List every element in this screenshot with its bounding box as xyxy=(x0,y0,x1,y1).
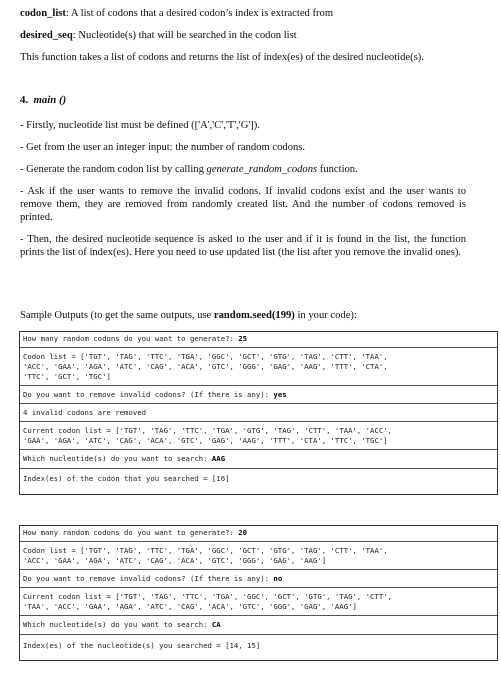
prompt-text: Which nucleotide(s) do you want to search: xyxy=(23,454,212,463)
prompt-line xyxy=(23,574,493,584)
sample-output-1 xyxy=(19,331,498,495)
output-line: 'GAA', 'AGA', 'ATC', 'CAG', 'ACA', 'GTC', 'GAG', 'AAG', 'TTT', 'CTA', 'TTC', 'TGC'] xyxy=(23,436,388,445)
param-desc: : A list of codons that a desired codon’s index is extracted from xyxy=(65,8,334,19)
prompt-text: How many random codons do you want to generate?: xyxy=(23,528,239,537)
param-desc: : Nucleotide(s) that will be searched in the codon list xyxy=(72,30,297,41)
output-line: Index(es) of the nucleotide(s) you searched = [14, 15] xyxy=(23,641,261,650)
output-line: Codon list = ['TGT', 'TAG', 'TTC', 'TGA', 'GGC', 'GCT', 'GTG', 'TAG', 'CTT', 'TAA', xyxy=(23,352,388,361)
prompt-line xyxy=(23,528,493,538)
param-codon-list xyxy=(20,7,468,20)
user-answer: yes xyxy=(273,390,287,399)
divider xyxy=(20,587,497,588)
output-line: Current codon list = ['TGT', 'TAG', 'TTC', 'TGA', 'GGC', 'GCT', 'GTG', 'TAG', 'CTT', xyxy=(23,592,393,601)
prompt-text: How many random codons do you want to generate?: xyxy=(23,334,239,343)
output-line: Index(es) of the codon that you searched = [16] xyxy=(23,474,230,483)
output-line: 'TTC', 'GCT', 'TGC'] xyxy=(23,372,111,381)
prompt-text: Which nucleotide(s) do you want to search: xyxy=(23,620,212,629)
user-answer: AAG xyxy=(211,454,226,463)
divider xyxy=(20,468,497,469)
function-name: generate_random_codons xyxy=(206,164,318,175)
output-line: Current codon list = ['TGT', 'TAG', 'TTC', 'TGA', 'GTG', 'TAG', 'CTT', 'TAA', 'ACC', xyxy=(23,426,393,435)
divider xyxy=(20,421,497,422)
bullet-generate-list xyxy=(20,163,468,176)
divider xyxy=(20,385,497,386)
param-desired-seq xyxy=(20,29,468,42)
divider xyxy=(20,541,497,542)
output-line: 4 invalid codons are removed xyxy=(23,408,147,417)
section-number: 4. xyxy=(20,94,29,106)
user-answer: 20 xyxy=(238,528,248,537)
divider xyxy=(20,615,497,616)
prompt-line xyxy=(23,620,493,630)
divider xyxy=(20,569,497,570)
divider xyxy=(20,403,497,404)
section-heading xyxy=(20,94,468,107)
prompt-text: Do you want to remove invalid codons? (If there is any): xyxy=(23,574,274,583)
user-answer: no xyxy=(273,574,283,583)
bullet-text: function. xyxy=(317,164,358,175)
output-line: Codon list = ['TGT', 'TAG', 'TTC', 'TGA', 'GGC', 'GCT', 'GTG', 'TAG', 'CTT', 'TAA', xyxy=(23,546,388,555)
bullet-define-nucleotides: - Firstly, nucleotide list must be defined (['A','C','T','G']). xyxy=(20,120,260,131)
bullet-text: - Generate the random codon list by calling xyxy=(20,164,207,175)
bullet-remove-invalid: - Ask if the user wants to remove the invalid codons. If invalid codons exist and the user wants to remove them, they are removed from randomly created list. And the number of codons removed is printed. xyxy=(20,186,466,223)
function-intro: This function takes a list of codons and returns the list of index(es) of the desired nucleotide(s). xyxy=(20,52,424,63)
divider xyxy=(20,449,497,450)
divider xyxy=(20,634,497,635)
bullet-search-sequence: - Then, the desired nucleotide sequence is asked to the user and if it is found in the list, the function prints the list of index(es). Here you need to use updated list (the list after you remove the invalid ones). xyxy=(20,234,466,258)
prompt-line xyxy=(23,334,493,344)
output-line: 'ACC', 'GAA', 'AGA', 'ATC', 'CAG', 'ACA', 'GTC', 'GGG', 'GAG', 'AAG', 'TTT', 'CTA', xyxy=(23,362,388,371)
prompt-text: Do you want to remove invalid codons? (If there is any): xyxy=(23,390,274,399)
sample-text: in your code): xyxy=(294,310,357,321)
param-name: codon_list xyxy=(20,8,66,19)
output-line: 'ACC', 'GAA', 'AGA', 'ATC', 'CAG', 'ACA', 'GTC', 'GGG', 'GAG', 'AAG'] xyxy=(23,556,327,565)
seed-call: random.seed(199) xyxy=(213,310,295,321)
param-name: desired_seq xyxy=(20,30,73,41)
user-answer: 25 xyxy=(238,334,248,343)
output-line: 'TAA', 'ACC', 'GAA', 'AGA', 'ATC', 'CAG', 'ACA', 'GTC', 'GGG', 'GAG', 'AAG'] xyxy=(23,602,357,611)
sample-output-2 xyxy=(19,525,498,661)
sample-outputs-label xyxy=(20,309,490,322)
user-answer: CA xyxy=(211,620,221,629)
sample-text: Sample Outputs (to get the same outputs, use xyxy=(20,310,214,321)
prompt-line xyxy=(23,454,493,464)
divider xyxy=(20,347,497,348)
section-title: main () xyxy=(33,94,67,106)
prompt-line xyxy=(23,390,493,400)
bullet-get-input: - Get from the user an integer input: the number of random codons. xyxy=(20,142,306,153)
